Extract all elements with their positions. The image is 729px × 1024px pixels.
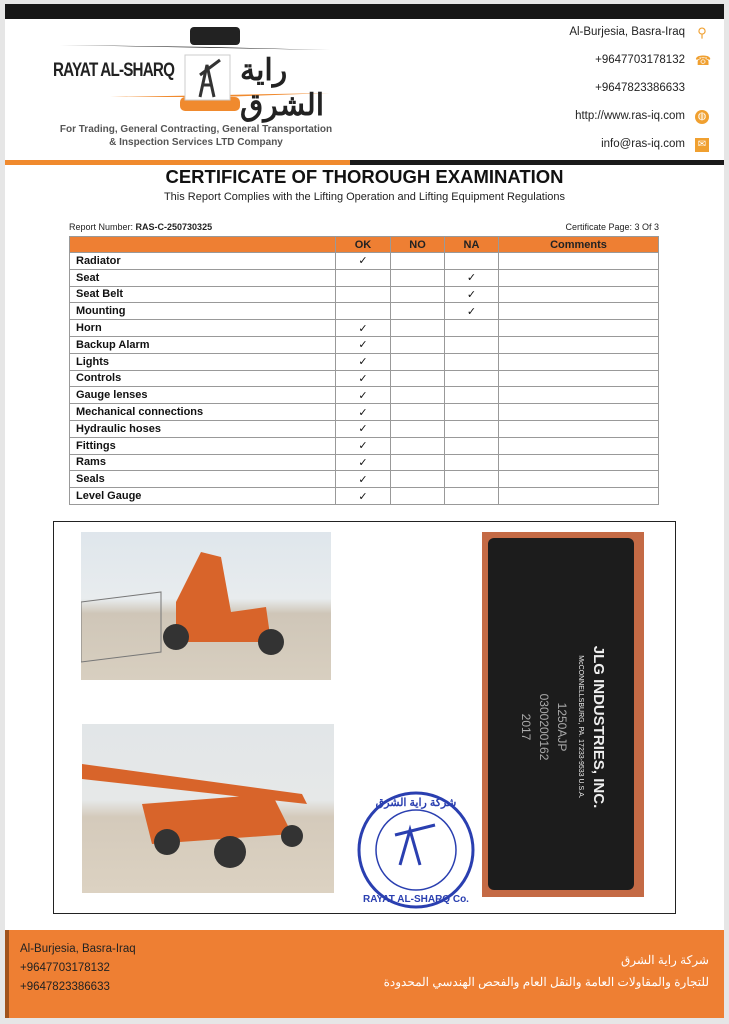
cell-comments <box>499 269 659 286</box>
item-name: Lights <box>70 353 336 370</box>
cell-comments <box>499 336 659 353</box>
cell-na <box>445 253 499 270</box>
phone-icon: ☎ <box>695 53 712 68</box>
table-header <box>70 237 659 253</box>
checkmark-icon: ✓ <box>358 490 368 503</box>
plate-year: 2017 <box>519 713 533 741</box>
item-name: Rams <box>70 454 336 471</box>
plate-address: McCONNELLSBURG, PA. 17233-9533 U.S.A. <box>577 655 584 799</box>
header-comments: Comments <box>499 237 659 253</box>
equipment-nameplate <box>482 532 644 897</box>
cell-na <box>445 488 499 505</box>
cell-comments <box>499 353 659 370</box>
divider-black <box>350 160 724 165</box>
cell-comments <box>499 320 659 337</box>
table-row <box>70 353 659 370</box>
plate-serial: 0300200162 <box>537 693 551 761</box>
cell-no <box>391 320 445 337</box>
cell-no <box>391 353 445 370</box>
cell-na <box>445 437 499 454</box>
footer-phone-1: +9647703178132 <box>20 962 110 974</box>
checkmark-icon: ✓ <box>358 389 368 402</box>
item-name: Seat Belt <box>70 286 336 303</box>
cell-ok <box>336 387 391 404</box>
table-row <box>70 420 659 437</box>
table-row <box>70 336 659 353</box>
cell-comments <box>499 387 659 404</box>
header-na: NA <box>445 237 499 253</box>
item-name: Mechanical connections <box>70 404 336 421</box>
cell-no <box>391 269 445 286</box>
cell-ok <box>336 370 391 387</box>
company-stamp <box>355 790 477 910</box>
cell-comments <box>499 471 659 488</box>
cell-no <box>391 488 445 505</box>
cell-ok <box>336 437 391 454</box>
header-item <box>70 237 336 253</box>
contact-phone-1: +9647703178132 <box>595 54 685 66</box>
top-bar <box>5 4 724 19</box>
table-row <box>70 253 659 270</box>
item-name: Controls <box>70 370 336 387</box>
checkmark-icon: ✓ <box>358 440 368 453</box>
cell-ok <box>336 253 391 270</box>
cell-na <box>445 269 499 286</box>
contact-website[interactable]: http://www.ras-iq.com <box>575 110 685 122</box>
cell-ok <box>336 471 391 488</box>
cell-ok <box>336 336 391 353</box>
cell-no <box>391 471 445 488</box>
cell-comments <box>499 437 659 454</box>
item-name: Radiator <box>70 253 336 270</box>
cell-comments <box>499 488 659 505</box>
contact-address: Al-Burjesia, Basra-Iraq <box>569 26 685 38</box>
cell-no <box>391 253 445 270</box>
cell-no <box>391 420 445 437</box>
envelope-icon: ✉ <box>695 138 709 152</box>
svg-text:RAYAT AL-SHARQ Co.: RAYAT AL-SHARQ Co. <box>363 894 469 905</box>
table-row <box>70 437 659 454</box>
item-name: Mounting <box>70 303 336 320</box>
report-number <box>69 222 212 232</box>
table-row <box>70 488 659 505</box>
cell-na <box>445 336 499 353</box>
checkmark-icon: ✓ <box>358 339 368 352</box>
cell-comments <box>499 286 659 303</box>
cell-na <box>445 370 499 387</box>
cell-ok <box>336 269 391 286</box>
item-name: Fittings <box>70 437 336 454</box>
cell-ok <box>336 404 391 421</box>
cell-no <box>391 437 445 454</box>
cell-na <box>445 454 499 471</box>
cell-no <box>391 336 445 353</box>
location-pin-icon: ⚲ <box>697 25 707 40</box>
checkmark-icon: ✓ <box>358 372 368 385</box>
item-name: Hydraulic hoses <box>70 420 336 437</box>
cell-ok <box>336 320 391 337</box>
divider-orange <box>5 160 350 165</box>
footer-arabic-name: شركة راية الشرق <box>620 953 709 967</box>
cell-no <box>391 303 445 320</box>
checkmark-icon: ✓ <box>358 322 368 335</box>
report-number-value: RAS-C-250730325 <box>135 222 213 232</box>
item-name: Gauge lenses <box>70 387 336 404</box>
table-row <box>70 269 659 286</box>
table-row <box>70 286 659 303</box>
cell-na <box>445 387 499 404</box>
item-name: Backup Alarm <box>70 336 336 353</box>
cell-ok <box>336 488 391 505</box>
checkmark-icon: ✓ <box>466 288 477 301</box>
cell-na <box>445 353 499 370</box>
contact-email[interactable]: info@ras-iq.com <box>601 138 685 150</box>
header-ok: OK <box>336 237 391 253</box>
company-name-en: RAYAT AL-SHARQ <box>53 60 175 81</box>
table-row <box>70 404 659 421</box>
cell-ok <box>336 303 391 320</box>
company-name-ar: راية الشرق <box>240 54 325 122</box>
checkmark-icon: ✓ <box>466 305 477 318</box>
checkmark-icon: ✓ <box>358 406 368 419</box>
cell-comments <box>499 303 659 320</box>
certificate-subtitle: This Report Complies with the Lifting Operation and Lifting Equipment Regulations <box>163 191 566 203</box>
cell-no <box>391 286 445 303</box>
footer-phone-2: +9647823386633 <box>20 981 110 993</box>
equipment-photo-side <box>82 724 334 893</box>
cell-na <box>445 286 499 303</box>
cell-ok <box>336 353 391 370</box>
company-logo <box>50 25 350 120</box>
cell-no <box>391 454 445 471</box>
inspection-table <box>69 236 659 505</box>
checkmark-icon: ✓ <box>358 473 368 486</box>
footer-arabic-description: للتجارة والمقاولات العامة والنقل العام والفحص الهندسي المحدودة <box>383 975 709 989</box>
cell-ok <box>336 420 391 437</box>
table-row <box>70 303 659 320</box>
checkmark-icon: ✓ <box>466 272 477 285</box>
cell-comments <box>499 253 659 270</box>
cell-no <box>391 387 445 404</box>
checkmark-icon: ✓ <box>358 456 368 469</box>
cell-no <box>391 370 445 387</box>
item-name: Seals <box>70 471 336 488</box>
cell-comments <box>499 420 659 437</box>
checkmark-icon: ✓ <box>358 356 368 369</box>
table-row <box>70 320 659 337</box>
checkmark-icon: ✓ <box>358 255 368 268</box>
cell-na <box>445 404 499 421</box>
item-name: Level Gauge <box>70 488 336 505</box>
equipment-photo-front <box>81 532 331 680</box>
cell-na <box>445 420 499 437</box>
table-row <box>70 454 659 471</box>
certificate-title: CERTIFICATE OF THOROUGH EXAMINATION <box>165 166 564 187</box>
cell-ok <box>336 286 391 303</box>
item-name: Horn <box>70 320 336 337</box>
item-name: Seat <box>70 269 336 286</box>
checkmark-icon: ✓ <box>358 423 368 436</box>
certificate-page: Certificate Page: 3 Of 3 <box>565 222 659 232</box>
cell-na <box>445 320 499 337</box>
plate-model: 1250AJP <box>555 702 569 752</box>
tagline-1: For Trading, General Contracting, General Transportation <box>59 124 333 135</box>
cell-comments <box>499 404 659 421</box>
cell-comments <box>499 454 659 471</box>
tagline-2: & Inspection Services LTD Company <box>109 137 283 148</box>
report-number-label: Report Number: <box>69 222 136 232</box>
svg-text:شركة راية الشرق: شركة راية الشرق <box>375 797 457 809</box>
plate-maker: JLG INDUSTRIES, INC. <box>590 645 607 809</box>
contact-phone-2: +9647823386633 <box>595 82 685 94</box>
cell-na <box>445 471 499 488</box>
globe-icon: ◍ <box>695 110 709 124</box>
cell-ok <box>336 454 391 471</box>
table-row <box>70 471 659 488</box>
table-row <box>70 387 659 404</box>
cell-na <box>445 303 499 320</box>
header-no: NO <box>391 237 445 253</box>
footer-address: Al-Burjesia, Basra-Iraq <box>20 943 136 955</box>
table-row <box>70 370 659 387</box>
cell-comments <box>499 370 659 387</box>
cell-no <box>391 404 445 421</box>
